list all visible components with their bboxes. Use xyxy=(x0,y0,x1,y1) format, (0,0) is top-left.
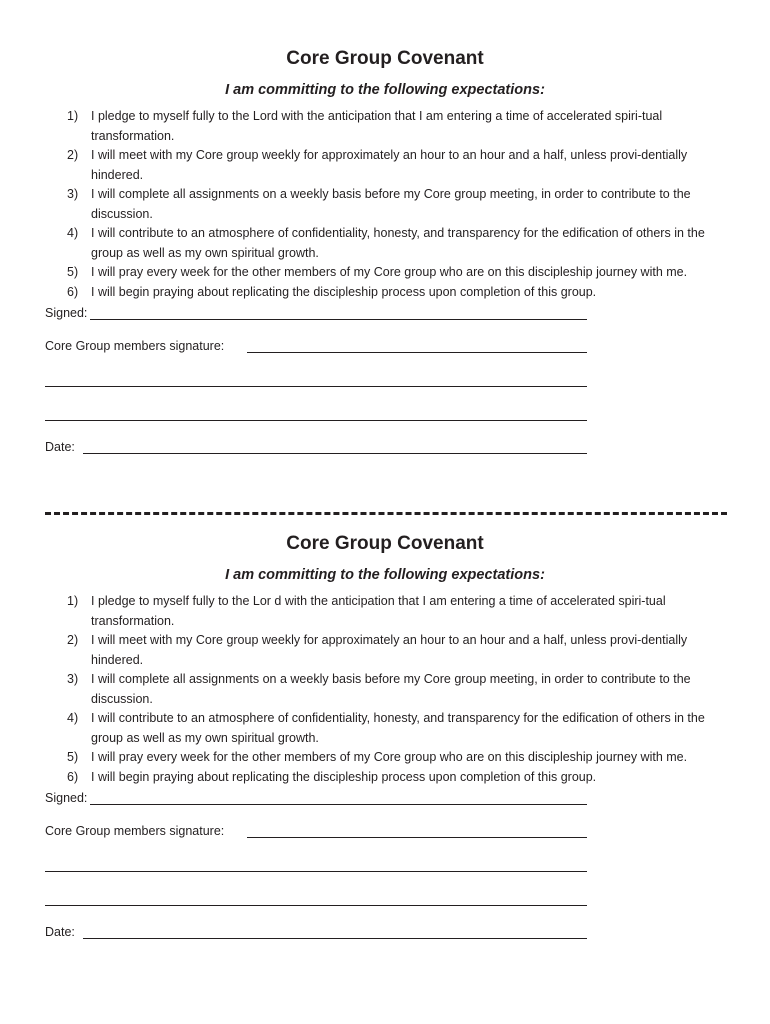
members-signature-row xyxy=(45,820,587,840)
list-item xyxy=(0,709,719,748)
item-number: 6) xyxy=(67,769,79,784)
item-number: 3) xyxy=(67,187,79,201)
date-label: Date: xyxy=(45,925,75,939)
item-number: 3) xyxy=(67,672,79,686)
item-number: 2) xyxy=(67,148,79,162)
date-row xyxy=(45,436,587,456)
list-item xyxy=(0,670,719,709)
members-signature-label: Core Group members signature: xyxy=(45,824,225,838)
item-number: 4) xyxy=(67,711,79,725)
item-text: I will contribute to an atmosphere of confidentiality, honesty, and transparency for the edification of others in the group as well as my own spiritual growth. xyxy=(91,226,705,260)
signed-line[interactable] xyxy=(90,804,587,805)
signed-label: Signed: xyxy=(45,791,88,805)
covenant-form-bottom xyxy=(0,531,770,947)
item-text: I will pray every week for the other members of my Core group who are on this discipleship journey with me. xyxy=(91,265,688,279)
date-line[interactable] xyxy=(83,938,587,939)
list-item xyxy=(0,185,719,224)
item-text: I will complete all assignments on a weekly basis before my Core group meeting, in order to contribute to the discussion. xyxy=(91,672,691,706)
expectations-list xyxy=(0,107,770,302)
item-number: 6) xyxy=(67,284,79,299)
members-signature-row xyxy=(45,335,587,355)
date-label: Date: xyxy=(45,440,75,454)
signed-row xyxy=(45,302,587,322)
item-text: I will contribute to an atmosphere of confidentiality, honesty, and transparency for the edification of others in the group as well as my own spiritual growth. xyxy=(91,711,705,745)
members-signature-line[interactable] xyxy=(247,837,587,838)
list-item xyxy=(0,283,719,303)
list-item xyxy=(0,107,719,146)
members-signature-label: Core Group members signature: xyxy=(45,339,225,353)
item-number: 1) xyxy=(67,109,79,123)
members-signature-line[interactable] xyxy=(247,352,587,353)
subtitle: I am committing to the following expectations: xyxy=(225,567,545,583)
extra-signature-line[interactable] xyxy=(45,420,587,421)
list-item xyxy=(0,768,719,788)
signed-line[interactable] xyxy=(90,319,587,320)
item-text: I will meet with my Core group weekly for approximately an hour to an hour and a half, unless provi-dentially hindered. xyxy=(91,633,688,667)
item-text: I pledge to myself fully to the Lor d with the anticipation that I am entering a time of accelerated spiri-tual transformation. xyxy=(91,594,666,628)
list-item xyxy=(0,592,719,631)
signed-row xyxy=(45,787,587,807)
item-text: I will meet with my Core group weekly for approximately an hour to an hour and a half, unless provi-dentially hindered. xyxy=(91,148,688,182)
extra-signature-row xyxy=(45,854,587,874)
extra-signature-row xyxy=(45,369,587,389)
date-line[interactable] xyxy=(83,453,587,454)
item-text: I will begin praying about replicating the discipleship process upon completion of this group. xyxy=(91,284,597,299)
list-item xyxy=(0,631,719,670)
item-number: 2) xyxy=(67,633,79,647)
extra-signature-row xyxy=(45,888,587,908)
extra-signature-line[interactable] xyxy=(45,905,587,906)
extra-signature-row xyxy=(45,403,587,423)
item-text: I will complete all assignments on a weekly basis before my Core group meeting, in order to contribute to the discussion. xyxy=(91,187,691,221)
list-item xyxy=(0,263,719,283)
item-number: 1) xyxy=(67,594,79,608)
expectations-list xyxy=(0,592,770,787)
list-item xyxy=(0,748,719,768)
signed-label: Signed: xyxy=(45,306,88,320)
item-number: 5) xyxy=(67,750,79,764)
signature-block xyxy=(0,302,770,462)
item-text: I will begin praying about replicating the discipleship process upon completion of this group. xyxy=(91,769,597,784)
extra-signature-line[interactable] xyxy=(45,871,587,872)
list-item xyxy=(0,224,719,263)
covenant-form-top xyxy=(0,46,770,462)
signature-block xyxy=(0,787,770,947)
subtitle: I am committing to the following expectations: xyxy=(225,82,545,98)
item-text: I will pray every week for the other members of my Core group who are on this discipleship journey with me. xyxy=(91,750,688,764)
item-number: 5) xyxy=(67,265,79,279)
list-item xyxy=(0,146,719,185)
page-title: Core Group Covenant xyxy=(286,533,484,554)
extra-signature-line[interactable] xyxy=(45,386,587,387)
date-row xyxy=(45,921,587,941)
page-title: Core Group Covenant xyxy=(286,48,484,69)
cut-line-divider xyxy=(45,512,727,515)
item-number: 4) xyxy=(67,226,79,240)
item-text: I pledge to myself fully to the Lord with the anticipation that I am entering a time of accelerated spiri-tual transformation. xyxy=(91,109,663,143)
